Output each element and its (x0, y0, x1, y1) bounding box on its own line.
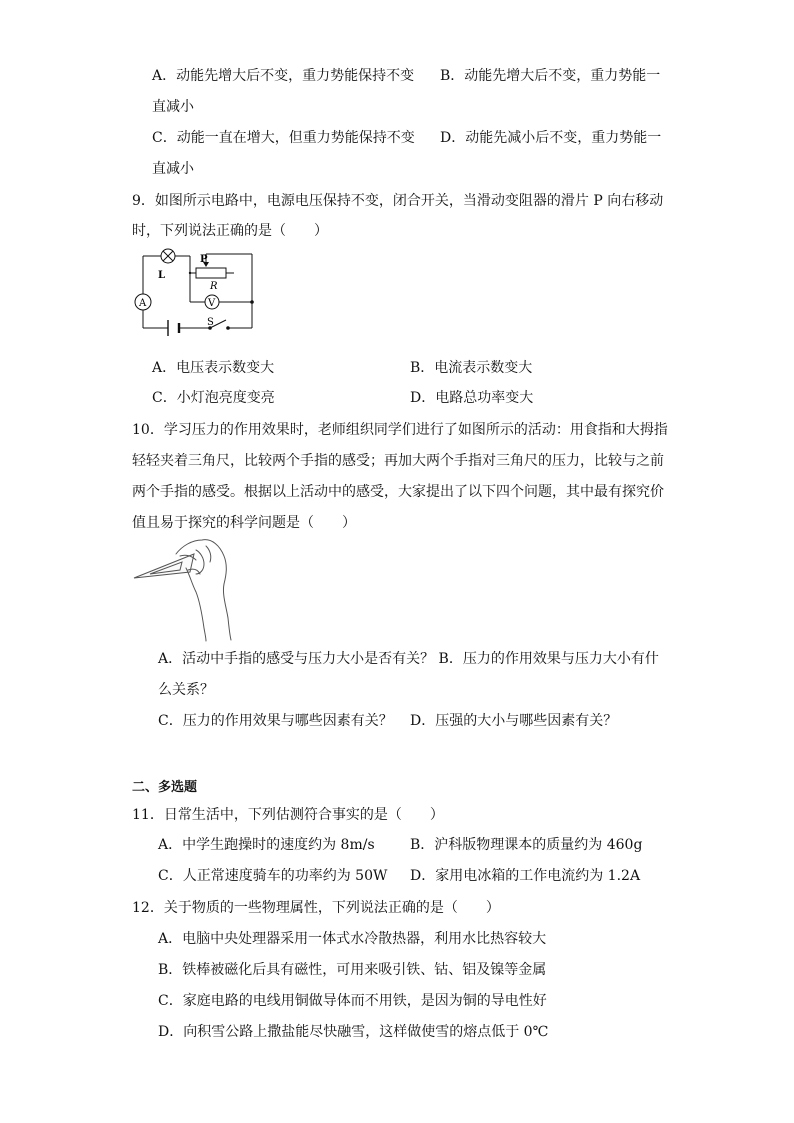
q10-option-c: C．压力的作用效果与哪些因素有关？ (158, 713, 393, 729)
q10-hand-triangle-illustration (130, 532, 240, 642)
q12-option-c: C．家庭电路的电线用铜做导体而不用铁，是因为铜的导电性好 (158, 993, 547, 1009)
q9-label-s: S (207, 317, 214, 328)
q9-stem-line-1: 9．如图所示电路中，电源电压保持不变，闭合开关，当滑动变阻器的滑片 P 向右移动 (132, 193, 664, 209)
q9-label-a: A (139, 298, 147, 309)
q10-option-b-continued: 么关系？ (158, 682, 214, 698)
q11-option-b: B．沪科版物理课本的质量约为 460g (410, 837, 643, 853)
q9-label-v: V (208, 298, 216, 309)
q11-option-d: D．家用电冰箱的工作电流约为 1.2A (410, 868, 641, 884)
q12-option-a: A．电脑中央处理器采用一体式水冷散热器，利用水比热容较大 (158, 931, 547, 947)
q11-option-c: C．人正常速度骑车的功率约为 50W (158, 868, 388, 884)
q8-option-b-continued: 直减小 (152, 99, 194, 115)
q10-stem-line-4: 值且易于探究的科学问题是（ ） (132, 515, 356, 531)
q8-option-d: D．动能先减小后不变，重力势能一 (440, 130, 662, 146)
q12-stem: 12．关于物质的一些物理属性，下列说法正确的是（ ） (132, 900, 500, 916)
q9-stem-line-2: 时，下列说法正确的是（ ） (132, 223, 328, 239)
q11-option-a: A．中学生跑操时的速度约为 8m/s (158, 837, 375, 853)
q8-option-c: C．动能一直在增大，但重力势能保持不变 (152, 130, 415, 146)
q12-option-d: D．向积雪公路上撒盐能尽快融雪，这样做使雪的熔点低于 0℃ (158, 1024, 549, 1040)
q11-stem: 11．日常生活中，下列估测符合事实的是（ ） (132, 807, 444, 823)
q9-option-a: A．电压表示数变大 (152, 360, 275, 376)
q8-option-a: A．动能先增大后不变，重力势能保持不变 (152, 68, 415, 84)
q10-stem-line-2: 轻轻夹着三角尺，比较两个手指的感受；再加大两个手指对三角尺的压力，比较与之前 (132, 453, 664, 469)
q9-label-p: P (200, 254, 208, 265)
q9-option-b: B．电流表示数变大 (410, 360, 533, 376)
q10-option-d: D．压强的大小与哪些因素有关？ (410, 713, 618, 729)
q9-option-d: D．电路总功率变大 (410, 390, 534, 406)
q9-circuit-diagram (128, 248, 262, 344)
q8-option-b: B．动能先增大后不变，重力势能一 (440, 68, 661, 84)
q9-label-r: R (210, 281, 218, 292)
q9-option-c: C．小灯泡亮度变亮 (152, 390, 275, 406)
section-heading-multiple-choice: 二、多选题 (132, 780, 198, 795)
q10-option-a-b: A．活动中手指的感受与压力大小是否有关？ B．压力的作用效果与压力大小有什 (158, 651, 659, 667)
q12-option-b: B．铁棒被磁化后具有磁性，可用来吸引铁、钴、铝及镍等金属 (158, 962, 547, 978)
q9-label-l: L (158, 270, 166, 281)
q10-stem-line-3: 两个手指的感受。根据以上活动中的感受，大家提出了以下四个问题，其中最有探究价 (132, 484, 664, 500)
q10-stem-line-1: 10．学习压力的作用效果时，老师组织同学们进行了如图所示的活动：用食指和大拇指 (132, 422, 668, 438)
q8-option-d-continued: 直减小 (152, 161, 194, 177)
